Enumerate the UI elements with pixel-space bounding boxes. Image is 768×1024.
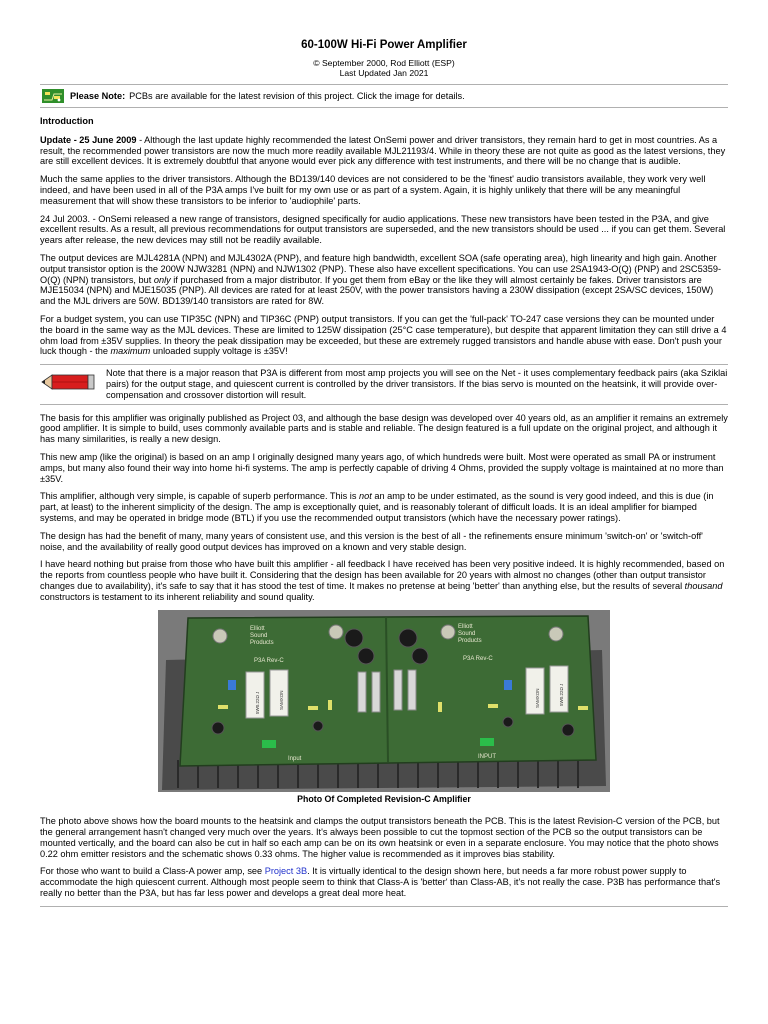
pencil-icon (40, 371, 96, 393)
pencil-note (40, 365, 728, 403)
page (40, 0, 728, 907)
paragraph-praise: I have heard nothing but praise from those who have built this amplifier - all feedback I have received has been very positive indeed. It is highly recommended, based on the reports from countless people who have built it. Considering that the design has been available for 20 years with almost no changes (other than output transistor changes due to availability), it's safe to say that it has stood the test of time. It makes no pretense at being 'better' than anything else, but the results of several thousand constructors is testament to its inherent reliability and sound quality. (40, 559, 725, 602)
input-label-right: INPUT (478, 754, 496, 761)
board-text-left-1: Elliott (250, 626, 265, 633)
pencil-note-text: Note that there is a major reason that P3A is different from most amp projects you will see on the Net - it uses complementary feedback pairs (aka Sziklai pairs) for the output stage, and quiescent current is controlled by the driver transistors. If the bias servo is mounted on the heatsink, it will provide over-compensation and crossover distortion will result. (106, 368, 728, 400)
introduction-heading: Introduction (40, 116, 94, 126)
paragraph-driver-transistors: Much the same applies to the driver transistors. Although the BD139/140 devices are not considered to be the 'finest' audio transistors available, they work very well indeed, and have been used in all of the P3A amps I've built for my own use or as part of a system. Again, it is highly unlikely that there will be any meaningful measurement that will show these transistors to be inferior to 'audiophile' parts. (40, 174, 706, 206)
divider (40, 404, 728, 405)
resistor-label-1: 5W0.22Ω J (255, 692, 260, 715)
resistor-label-4: 5W0.22Ω J (559, 684, 564, 707)
paragraph-class-a: For those who want to build a Class-A power amp, see Project 3B. It is virtually identical to the design shown here, but needs a far more robust power supply to accommodate the high quiescent current. Although most people seem to think that Class-A is 'better' than Class-AB, it's not really the case. P3B has performance that's really no better than the P3A, but has far less power and develops a great deal more heat. (40, 866, 721, 899)
note-label: Please Note: (70, 90, 126, 101)
board-text-right-1: Elliott (458, 624, 473, 631)
paragraph-onsemi-2003: 24 Jul 2003. - OnSemi released a new range of transistors, designed specifically for audio applications. These new transistors have been tested in the P3A, and give excellent results. As a result, all previous recommendations for output transistors are superseded, and the new transistors should be used ... if you can get them. Several years after release, the new devices may still not be readily available. (40, 213, 726, 246)
paragraph-output-devices: The output devices are MJL4281A (NPN) and MJL4302A (PNP), and feature high bandwidth, excellent SOA (safe operating area), high linearity and high gain. Another output transistor option is the 200W NJW3281 (NPN) and NJW1302 (PNP). These also have excellent specifications. You can use 2SA1943-O(Q) (PNP) and 2SC5359-O(Q) (NPN) transistors, but only if purchased from a major distributor. If you get them from eBay or the like they will almost certainly be fakes. Driver transistors are MJE15034 (NPN) and MJE15035 (PNP). All devices are rated for at least 250V, with the power transistors having a 230W dissipation (except 2SA/SC devices, 150W) and the MJL drivers are 50W. BD139/140 transistors are rated for 8W. (40, 252, 722, 307)
paragraph-design-benefit: The design has had the benefit of many, many years of consistent use, and this version is the best of all - the refinements ensure minimum 'switch-on' or 'switch-off' noise, and the availability of really good output devices has improved on a known and very stable design. (40, 530, 703, 552)
last-updated: Last Updated Jan 2021 (339, 68, 429, 78)
paragraph-update-2009: Update - 25 June 2009 - Although the last update highly recommended the latest OnSemi power and driver transistors, they remain hard to get in most countries. As a result, the recommended power transistors are now the much more readily available MJL21193/4. While in theory these are not quite as good as the latest versions, they are still excellent devices. It is extremely doubtful that anyone would ever pick any difference with test instruments, and there will be no change that is audible. (40, 134, 726, 167)
divider (40, 906, 728, 907)
resistor-label-2: SAMXON (279, 690, 284, 711)
paragraph-performance: This amplifier, although very simple, is capable of superb performance. This is not an amp to be under estimated, as the sound is very good indeed, and this is due (in part, at least) to the inherent simplicity of the design. The amp is exceptionally quiet, and is reasonably tolerant of difficult loads. It is an ideal amplifier for biamped systems, and may be operated in bridge mode (BTL) if you use the recommended output transistors (which have the necessary power ratings). (40, 491, 714, 523)
paragraph-budget-system: For a budget system, you can use TIP35C (NPN) and TIP36C (PNP) output transistors. If you can get the 'full-pack' TO-247 case versions they can be mounted under the board in the same way as the MJL devices. These are limited to 125W dissipation (25°C case temperature), but despite that apparent limitation they can still drive a 4 ohm load from ±35V supplies. In theory the peak dissipation may be exceeded, but these are extremely rugged transistors and handle abuse with ease. Don't push your luck though - the maximum unloaded supply voltage is ±35V! (40, 313, 727, 357)
input-label-left: Input (288, 756, 302, 763)
amplifier-photo-image (158, 610, 610, 792)
board-text-left-3: Products (250, 640, 274, 647)
copyright-line: © September 2000, Rod Elliott (ESP) (313, 58, 455, 68)
board-text-left-2: Sound (250, 633, 268, 640)
divider (40, 107, 728, 108)
project-3b-link[interactable]: Project 3B (264, 866, 308, 877)
pcb-board-icon[interactable] (42, 89, 64, 103)
resistor-label-3: SAMXON (535, 688, 540, 709)
page-title: 60-100W Hi-Fi Power Amplifier (301, 39, 467, 51)
board-text-right-2: Sound (458, 631, 476, 638)
paragraph-photo-description: The photo above shows how the board mounts to the heatsink and clamps the output transistors beneath the PCB. This is the latest Revision-C version of the PCB, but the general arrangement hasn't changed very much over the years. It's always been possible to cut the topmost section of the PCB so the output transistors can be mounted vertically, and the board can also be cut in half so each amp can be on its own heatsink or even in a separate enclosure. You may notice that the photo shows 0.22 ohm emitter resistors and the schematic shows 0.33 ohms. The higher value is recommended as it improves bias stability. (40, 816, 720, 859)
note-text: PCBs are available for the latest revision of this project. Click the image for details. (129, 90, 465, 101)
board-text-right-3: Products (458, 638, 482, 645)
paragraph-basis: The basis for this amplifier was originally published as Project 03, and although the base design was developed over 40 years old, as an amplifier it remains an extremely good amplifier. It is simple to build, uses commonly available parts and is stable and reliable. The design featured is a full update on the original project, and although it has many similarities, is really a new design. (40, 412, 728, 445)
pcb-note (40, 85, 728, 107)
rev-label-left: P3A Rev-C (254, 658, 284, 665)
rev-label-right: P3A Rev-C (463, 656, 493, 663)
paragraph-new-amp: This new amp (like the original) is based on an amp I originally designed many years ago, of which hundreds were built. Most were operated as small PA or instrument amps, but many also found their way into home hi-fi systems. The amp is perfectly capable of driving 4 Ohms, provided the supply voltage is maintained at no more than ±35V. (40, 451, 724, 484)
photo-caption: Photo Of Completed Revision-C Amplifier (297, 794, 471, 805)
amplifier-photo[interactable] (158, 610, 610, 792)
update-label: Update - 25 June 2009 (40, 134, 137, 145)
